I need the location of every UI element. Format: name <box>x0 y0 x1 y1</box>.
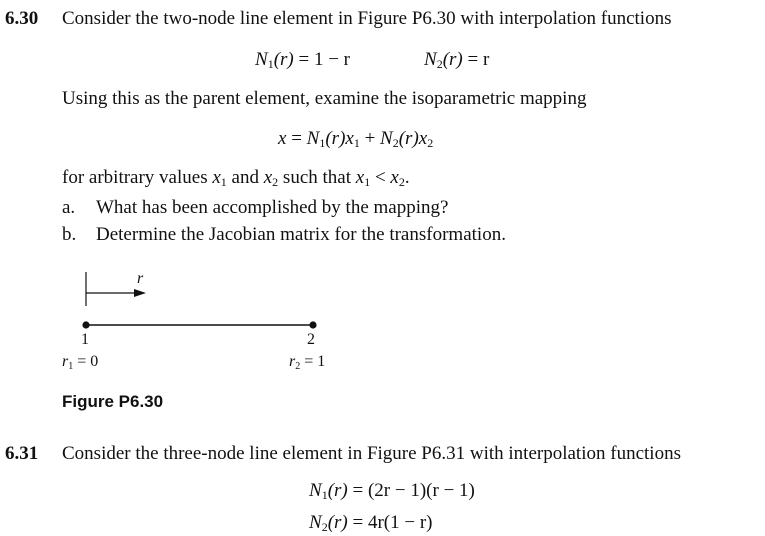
cond-x2: x <box>263 167 273 188</box>
eq-n2-arg: (r)x <box>398 128 428 149</box>
shape-function-631-n1 <box>309 480 475 502</box>
r2-sub: 2 <box>295 361 301 372</box>
item-a-marker: a. <box>62 197 76 218</box>
n1-subscript: 1 <box>267 57 274 71</box>
shape-function-631-n2 <box>309 512 433 534</box>
cond-x1b: x <box>355 167 365 188</box>
p631-n2-symbol: N <box>309 512 322 533</box>
n2-argument: (r) <box>442 49 463 70</box>
problem-630-intro: Consider the two-node line element in Figure P6.30 with interpolation functions <box>62 8 672 29</box>
eq-x2-sub: 2 <box>427 136 434 150</box>
eq-n1: N <box>306 128 320 149</box>
problem-number-630: 6.30 <box>5 8 39 29</box>
eq-equals: = <box>286 128 307 149</box>
node-2 <box>309 321 316 328</box>
cond-end: . <box>404 167 410 188</box>
shape-function-n1 <box>255 49 350 71</box>
r2-value: = 1 <box>300 353 326 370</box>
mapping-intro: Using this as the parent element, examine the isoparametric mapping <box>62 88 587 109</box>
node-2-label: 2 <box>307 331 315 348</box>
eq-n2-sub: 2 <box>392 136 399 150</box>
n2-subscript: 2 <box>436 57 443 71</box>
cond-x2b-sub: 2 <box>398 175 405 189</box>
problem-number-631: 6.31 <box>5 443 39 464</box>
n1-symbol: N <box>255 49 268 70</box>
mapping-equation <box>278 128 433 150</box>
r1-symbol: r <box>62 353 69 370</box>
cond-and: and <box>226 167 264 188</box>
problem-631-intro: Consider the three-node line element in Figure P6.31 with interpolation functions <box>62 443 681 464</box>
r2-symbol: r <box>289 353 296 370</box>
item-b-text: Determine the Jacobian matrix for the transformation. <box>96 224 506 245</box>
cond-mid: such that <box>278 167 356 188</box>
n2-rhs: = r <box>462 49 490 70</box>
cond-x1b-sub: 1 <box>364 175 371 189</box>
item-a-text: What has been accomplished by the mapping? <box>96 197 449 218</box>
arrow-head <box>134 289 146 297</box>
eq-n1-sub: 1 <box>319 136 326 150</box>
p631-n2-arg: (r) <box>327 512 348 533</box>
condition-line <box>62 167 410 189</box>
cropped-top-text <box>0 0 765 4</box>
eq-n2: N <box>380 128 393 149</box>
axis-label-r: r <box>137 270 144 287</box>
p631-n2-sub: 2 <box>321 520 328 534</box>
n2-symbol: N <box>424 49 437 70</box>
cond-x1-sub: 1 <box>220 175 227 189</box>
eq-n1-arg: (r)x <box>325 128 354 149</box>
r1-label <box>62 353 98 371</box>
n1-argument: (r) <box>273 49 294 70</box>
node-1-label: 1 <box>81 331 89 348</box>
p631-n1-arg: (r) <box>327 480 348 501</box>
eq-x: x <box>278 128 287 149</box>
p631-n1-sub: 1 <box>321 488 328 502</box>
figure-caption: Figure P6.30 <box>62 392 164 411</box>
eq-x1-sub: 1 <box>353 136 360 150</box>
node-1 <box>82 321 89 328</box>
cond-x2b: x <box>390 167 399 188</box>
p631-n2-rhs: = 4r(1 − r) <box>347 512 433 533</box>
p631-n1-rhs: = (2r − 1)(r − 1) <box>347 480 475 501</box>
item-b-marker: b. <box>62 224 77 245</box>
eq-plus: + <box>359 128 381 149</box>
cond-pre: for arbitrary values <box>62 167 213 188</box>
r1-sub: 1 <box>68 361 74 372</box>
cond-x2-sub: 2 <box>272 175 279 189</box>
n1-rhs: = 1 − r <box>293 49 351 70</box>
shape-function-n2 <box>424 49 489 71</box>
r1-value: = 0 <box>73 353 99 370</box>
r2-label <box>289 353 325 371</box>
cond-lt: < <box>370 167 391 188</box>
cond-x1: x <box>212 167 221 188</box>
p631-n1-symbol: N <box>309 480 322 501</box>
